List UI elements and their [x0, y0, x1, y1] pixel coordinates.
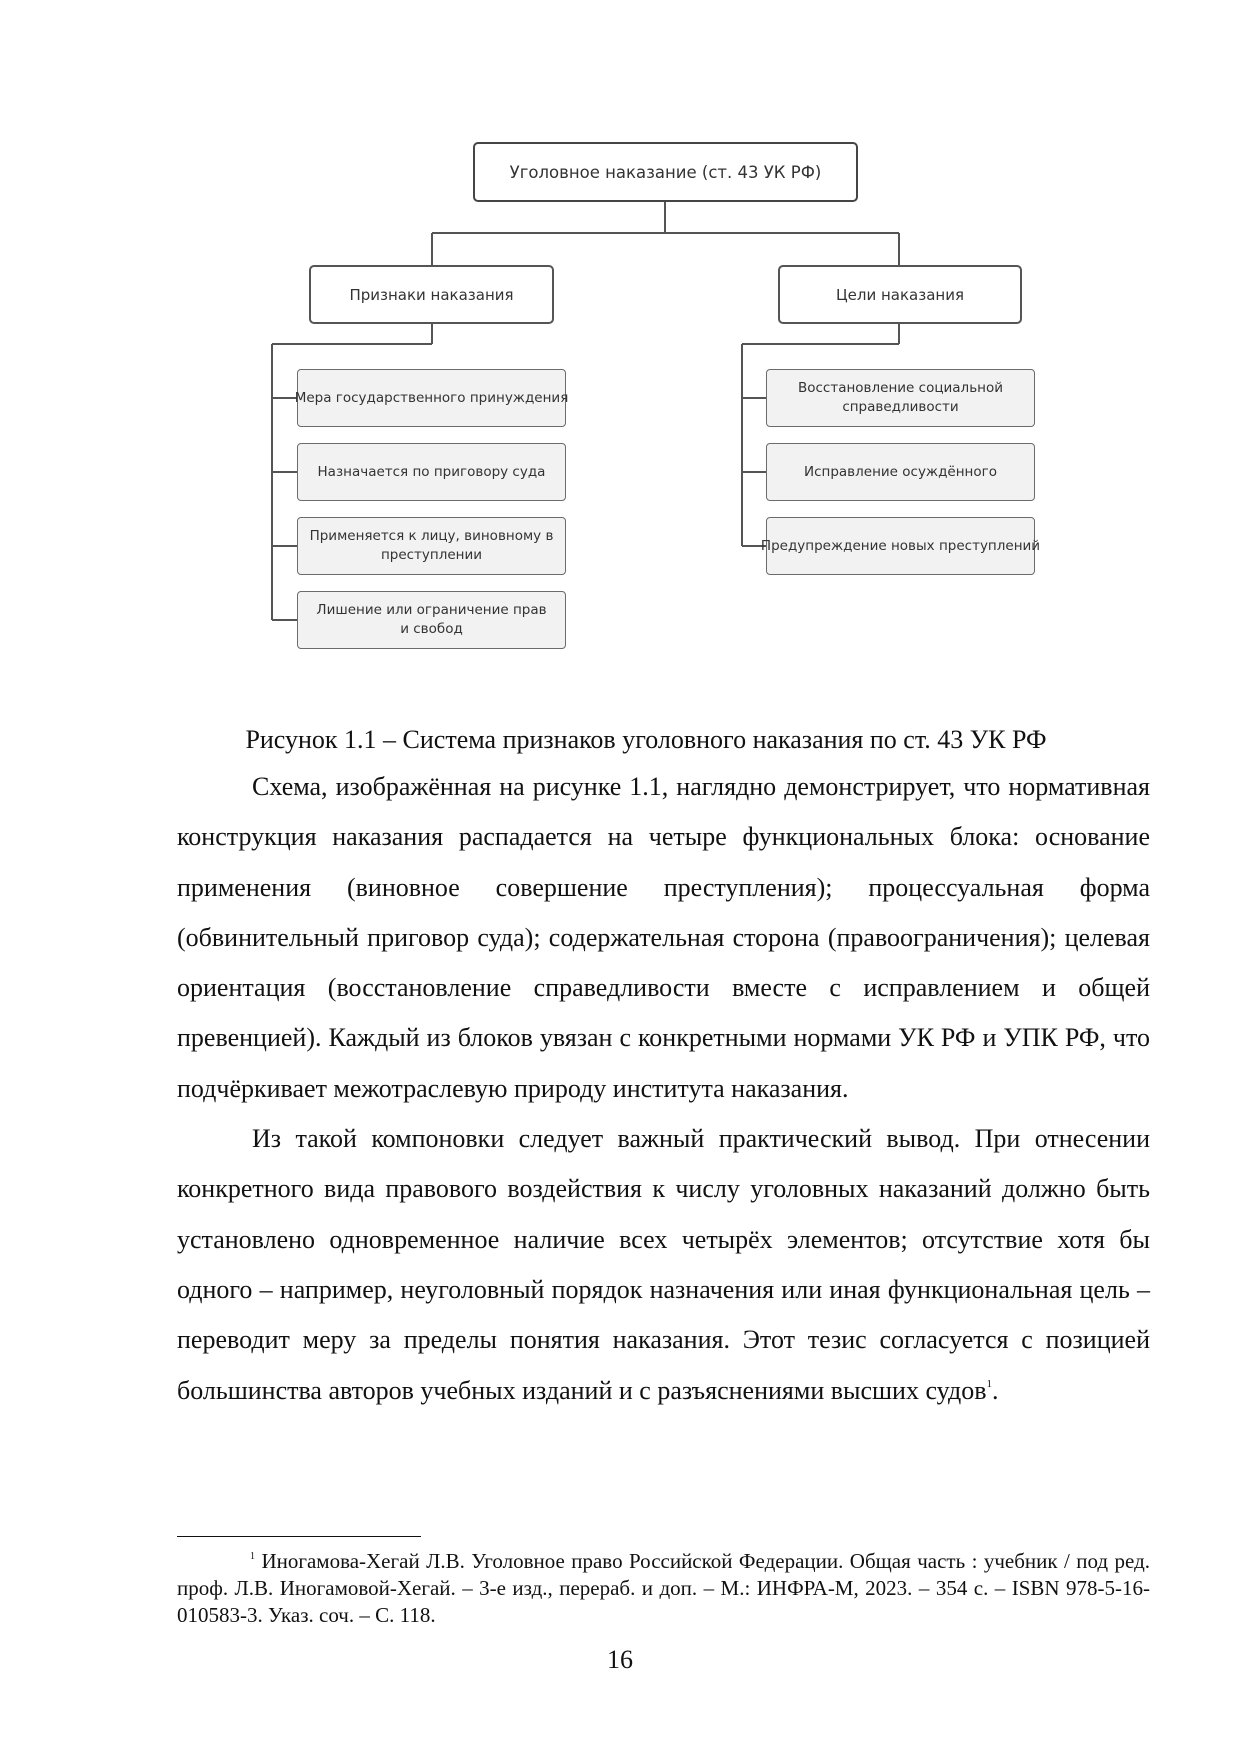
diagram-right-item — [766, 369, 1035, 427]
diagram-left-item — [294, 369, 569, 427]
footnote-separator — [177, 1536, 421, 1537]
diagram-root-label: Уголовное наказание (ст. 43 УК РФ) — [509, 162, 822, 182]
diagram-right-branch-label: Цели наказания — [836, 285, 964, 304]
diagram-left-item-label: Назначается по приговору суда — [317, 463, 546, 480]
diagram-connectors — [0, 0, 1241, 680]
footnote-marker: 1 — [250, 1551, 255, 1562]
diagram-left-item — [297, 517, 566, 575]
diagram-left-item — [297, 591, 566, 649]
diagram-root-box — [473, 142, 858, 202]
paragraph — [177, 1114, 1150, 1416]
punishment-system-diagram — [0, 0, 1241, 680]
paragraph: Схема, изображённая на рисунке 1.1, наглядно демонстрирует, что нормативная конструкция наказания распадается на четыре функциональных блока: основание применения (виновное совершение преступления); процессуальная форма (обвинительный приговор суда); содержательная сторона (правоограничения); целевая ориентация (восстановление справедливости вместе с исправлением и общей превенцией). Каждый из блоков увязан с конкретными нормами УК РФ и УПК РФ, что подчёркивает межотраслевую природу института наказания. — [177, 772, 1150, 1103]
page-number: 16 — [607, 1645, 633, 1674]
figure-caption: Рисунок 1.1 – Система признаков уголовного наказания по ст. 43 УК РФ — [245, 725, 1047, 754]
diagram-left-item — [297, 443, 566, 501]
body-text — [177, 762, 1150, 1416]
paragraph-text: Из такой компоновки следует важный практический вывод. При отнесении конкретного вида правового воздействия к числу уголовных наказаний должно быть установлено одновременное наличие всех четырёх элементов; отсутствие хотя бы одного – например, неуголовный порядок назначения или иная функциональная цель – переводит меру за пределы понятия наказания. Этот тезис согласуется с позицией большинства авторов учебных изданий и с разъяснениями высших судов — [177, 1124, 1150, 1405]
footnote-reference[interactable]: 1 — [986, 1377, 993, 1390]
footnote-entry — [177, 1548, 1150, 1629]
diagram-left-item-label: Мера государственного принуждения — [294, 389, 569, 406]
diagram-right-branch-box — [778, 265, 1022, 324]
diagram-right-item — [766, 443, 1035, 501]
diagram-left-branch-box — [309, 265, 554, 324]
diagram-right-item — [760, 517, 1041, 575]
diagram-right-item-label: Исправление осуждённого — [803, 463, 997, 480]
diagram-left-item-label: Применяется к лицу, виновному в преступлении — [309, 528, 554, 563]
diagram-left-branch-label: Признаки наказания — [349, 285, 514, 304]
diagram-right-item-label: Восстановление социальной справедливости — [797, 380, 1004, 415]
footnote-text: Иногамова-Хегай Л.В. Уголовное право Российской Федерации. Общая часть : учебник / под ред. проф. Л.В. Иногамовой-Хегай. – 3-е изд., перераб. и доп. – М.: ИНФРА-М, 2023. – 354 с. – ISBN 978-5-16-010583-3. Указ. соч. – С. 118. — [177, 1549, 1151, 1627]
footnote — [177, 1548, 1150, 1629]
paragraph-end: . — [992, 1375, 999, 1405]
diagram-left-item-label: Лишение или ограничение прав и свобод — [316, 602, 547, 637]
diagram-right-item-label: Предупреждение новых преступлений — [760, 537, 1041, 554]
